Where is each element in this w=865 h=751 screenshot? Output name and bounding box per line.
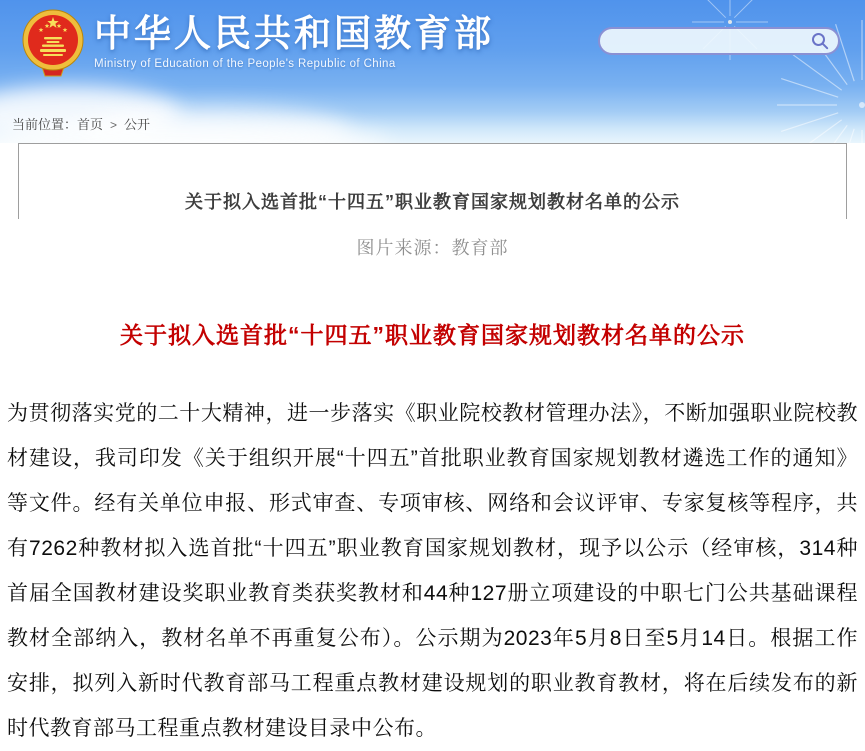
image-card-title: 关于拟入选首批“十四五”职业教育国家规划教材名单的公示 bbox=[185, 192, 680, 212]
site-brand[interactable] bbox=[20, 6, 494, 82]
breadcrumb bbox=[12, 114, 150, 133]
site-subtitle: Ministry of Education of the People's Republic of China bbox=[94, 57, 396, 70]
breadcrumb-home-link[interactable]: 首页 bbox=[77, 117, 104, 132]
image-source-caption: 图片来源：教育部 bbox=[356, 238, 509, 258]
national-emblem-icon bbox=[20, 6, 86, 82]
page-content bbox=[0, 143, 865, 751]
announcement-image-card bbox=[18, 143, 847, 219]
breadcrumb-separator: > bbox=[110, 118, 118, 132]
breadcrumb-label: 当前位置： bbox=[12, 117, 78, 132]
article-title: 关于拟入选首批“十四五”职业教育国家规划教材名单的公示 bbox=[120, 322, 745, 348]
article-body: 为贯彻落实党的二十大精神，进一步落实《职业院校教材管理办法》，不断加强职业院校教材建设，我司印发《关于组织开展“十四五”首批职业教育国家规划教材遴选工作的通知》等文件。经有关单位申报、形式审查、专项审核、网络和会议评审、专家复核等程序，共有7262种教材拟入选首批“十四五”职业教育国家规划教材，现予以公示（经审核，314种首届全国教材建设奖职业教育类获奖教材和44种127册立项建设的中职七门公共基础课程教材全部纳入，教材名单不再重复公布）。公示期为2023年5月8日至5月14日。根据工作安排，拟列入新时代教育部马工程重点教材建设规划的职业教育教材，将在后续发布的新时代教育部马工程重点教材建设目录中公布。 bbox=[7, 402, 858, 740]
search-button[interactable] bbox=[811, 32, 838, 50]
site-header bbox=[0, 0, 865, 143]
breadcrumb-gongkai-link[interactable]: 公开 bbox=[124, 117, 151, 132]
search-input[interactable] bbox=[600, 29, 811, 53]
dandelion-decoration bbox=[762, 5, 865, 143]
search-box[interactable] bbox=[598, 27, 840, 55]
search-icon bbox=[811, 32, 829, 50]
site-title: 中华人民共和国教育部 bbox=[94, 13, 494, 54]
